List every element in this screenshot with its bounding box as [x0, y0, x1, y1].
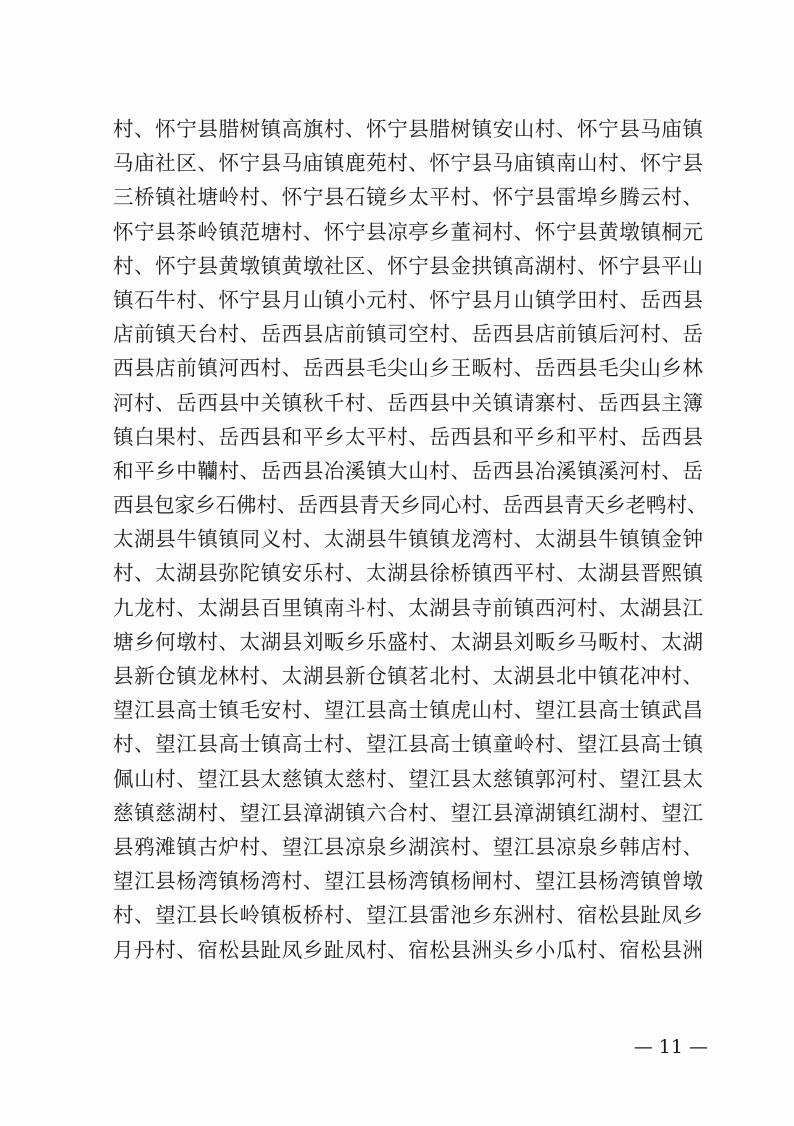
text-line: 马庙社区、怀宁县马庙镇鹿苑村、怀宁县马庙镇南山村、怀宁县: [113, 151, 703, 176]
text-line: 九龙村、太湖县百里镇南斗村、太湖县寺前镇西河村、太湖县江: [113, 595, 703, 620]
page-number: — 11 —: [633, 1036, 708, 1058]
text-line: 河村、岳西县中关镇秋千村、岳西县中关镇请寨村、岳西县主簿: [113, 390, 703, 415]
text-line: 西县包家乡石佛村、岳西县青天乡同心村、岳西县青天乡老鸭村、: [113, 493, 708, 518]
text-line: 怀宁县茶岭镇范塘村、怀宁县凉亭乡董祠村、怀宁县黄墩镇桐元: [113, 219, 703, 244]
text-line: 望江县杨湾镇杨湾村、望江县杨湾镇杨闸村、望江县杨湾镇曾墩: [113, 869, 703, 894]
text-line: 镇石牛村、怀宁县月山镇小元村、怀宁县月山镇学田村、岳西县: [113, 287, 703, 312]
text-line: 店前镇天台村、岳西县店前镇司空村、岳西县店前镇后河村、岳: [113, 322, 703, 347]
text-line: 村、望江县高士镇高士村、望江县高士镇童岭村、望江县高士镇: [113, 732, 703, 757]
text-line: 月丹村、宿松县趾凤乡趾凤村、宿松县洲头乡小瓜村、宿松县洲: [113, 937, 703, 962]
text-line: 村、怀宁县腊树镇高旗村、怀宁县腊树镇安山村、怀宁县马庙镇: [113, 117, 703, 141]
text-line: 县新仓镇龙林村、太湖县新仓镇茗北村、太湖县北中镇花冲村、: [113, 664, 703, 688]
text-line: 塘乡何墩村、太湖县刘畈乡乐盛村、太湖县刘畈乡马畈村、太湖: [113, 629, 703, 654]
text-line: 慈镇慈湖村、望江县漳湖镇六合村、望江县漳湖镇红湖村、望江: [113, 800, 703, 825]
text-line: 和平乡中韊村、岳西县冶溪镇大山村、岳西县冶溪镇溪河村、岳: [113, 458, 703, 483]
text-line: 佩山村、望江县太慈镇太慈村、望江县太慈镇郭河村、望江县太: [113, 766, 703, 791]
text-line: 望江县高士镇毛安村、望江县高士镇虎山村、望江县高士镇武昌: [113, 698, 703, 723]
text-line: 三桥镇社塘岭村、怀宁县石镜乡太平村、怀宁县雷埠乡腾云村、: [113, 185, 703, 210]
text-line: 县鸦滩镇古炉村、望江县凉泉乡湖滨村、望江县凉泉乡韩店村、: [113, 834, 703, 859]
text-line: 村、太湖县弥陀镇安乐村、太湖县徐桥镇西平村、太湖县晋熙镇: [113, 561, 703, 586]
text-line: 西县店前镇河西村、岳西县毛尖山乡王畈村、岳西县毛尖山乡林: [113, 356, 703, 381]
text-line: 村、怀宁县黄墩镇黄墩社区、怀宁县金拱镇高湖村、怀宁县平山: [113, 253, 703, 278]
text-line: 村、望江县长岭镇板桥村、望江县雷池乡东洲村、宿松县趾凤乡: [113, 903, 703, 928]
text-line: 太湖县牛镇镇同义村、太湖县牛镇镇龙湾村、太湖县牛镇镇金钟: [113, 527, 703, 552]
text-line: 镇白果村、岳西县和平乡太平村、岳西县和平乡和平村、岳西县: [113, 424, 703, 449]
body-text: [113, 112, 708, 967]
